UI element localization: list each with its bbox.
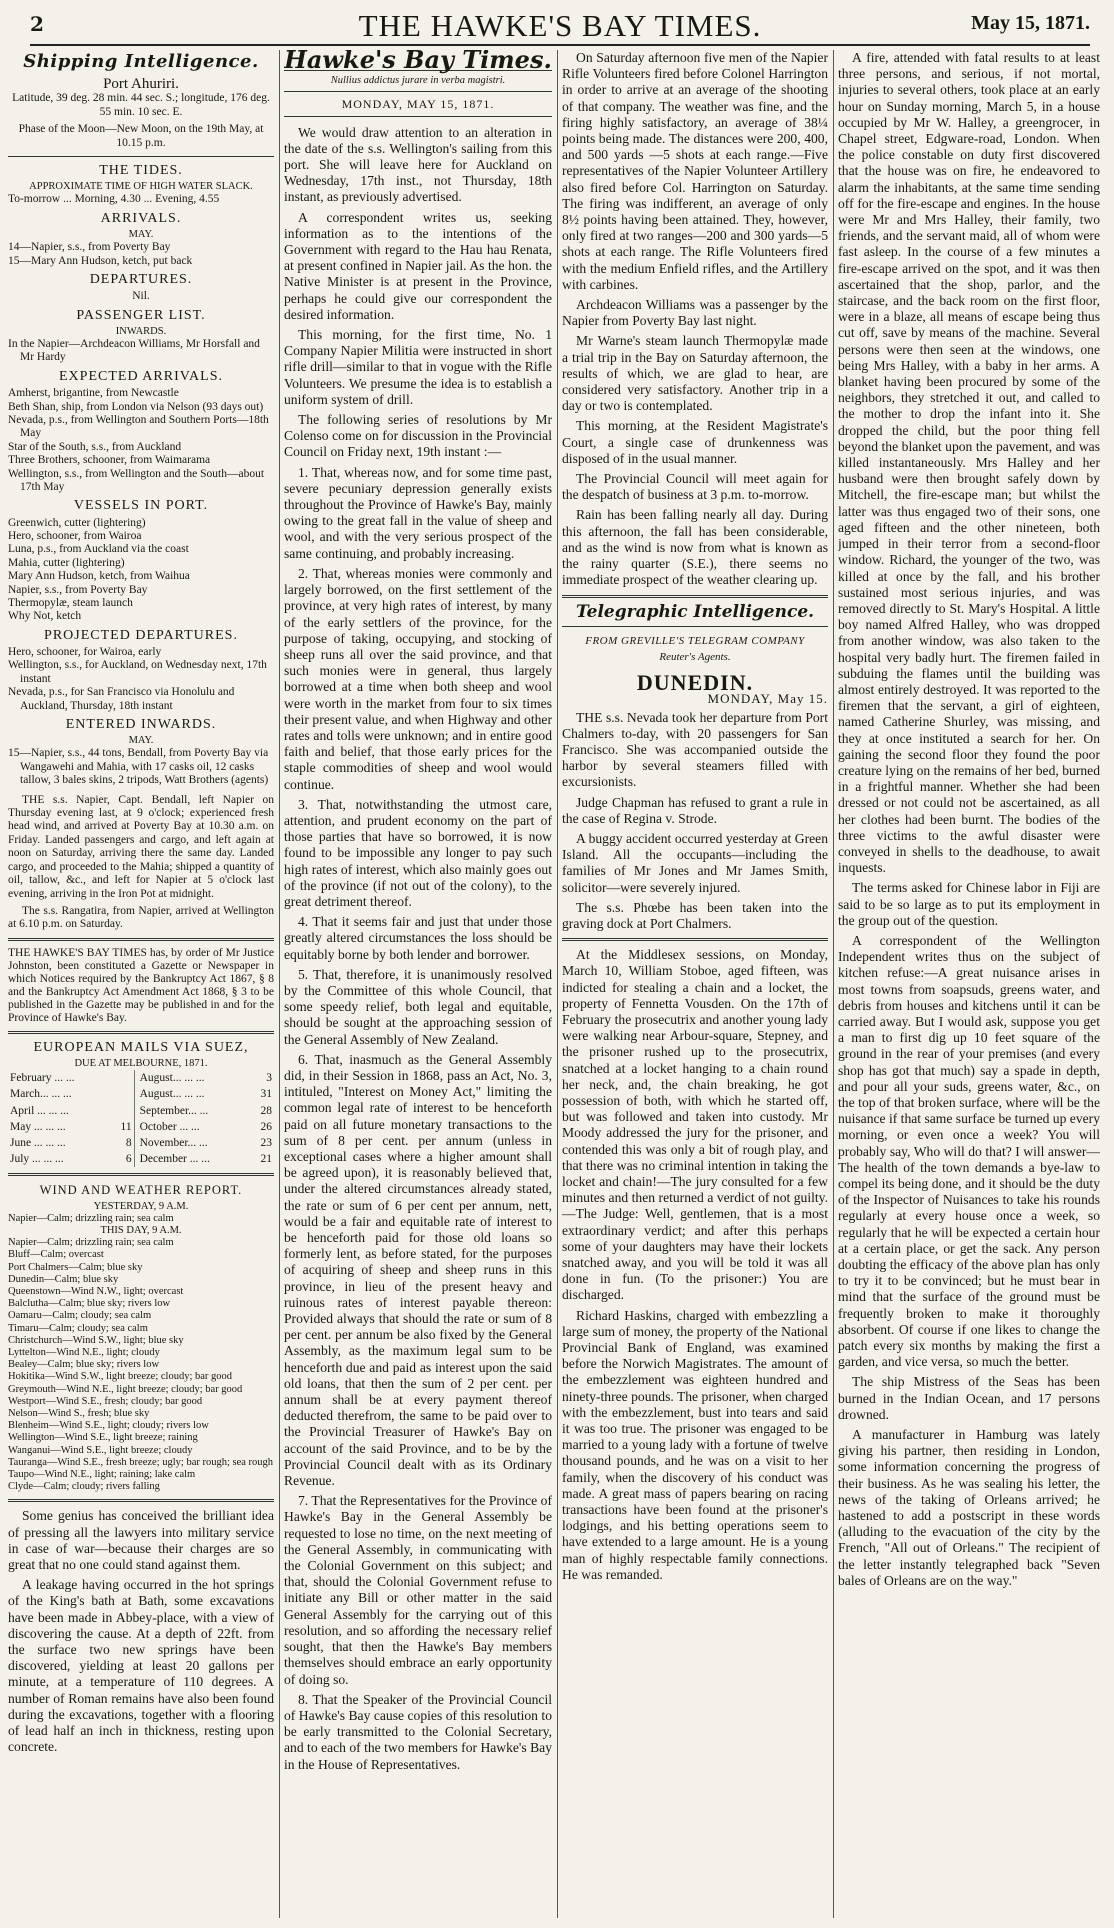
vessel-item: Luna, p.s., from Auckland via the coast xyxy=(8,543,189,556)
article-para: Richard Haskins, charged with embezzling a large sum of money, the property of the National Provincial Bank of England, was examined before the Norwich Magistrates. The amount of the embezzlement was eighteen hundred and ninety-three pounds. The prisoner, when charged with the embezzlement, bust into tears and said it was too true. The prisoner was engaged to be married to a young lady with a fortune of twelve thousand pounds, and he was on a visit to her family, when the discovery of his conduct was made. A great mass of papers bearing on racing transactions have been found at the prisoner's lodgings, and his betting operations seem to have extended to a large amount. He is a young man of highly respectable family connections. He was remanded. xyxy=(562,1307,828,1582)
masthead xyxy=(30,6,1090,42)
tides-heading: THE TIDES. xyxy=(99,163,183,179)
telegraph-heading: Telegraphic Intelligence. xyxy=(575,601,815,622)
shipping-heading: Shipping Intelligence. xyxy=(23,51,259,72)
weather-today: THIS DAY, 9 A.M. xyxy=(100,1224,182,1236)
page-number: 2 xyxy=(30,12,44,36)
telegraph-para: THE s.s. Nevada took her departure from Port Chalmers to-day, with 20 passengers for San Francisco. She was accompanied outside the harbor by several steamers filled with excursionists. xyxy=(562,709,828,790)
departures-nil: Nil. xyxy=(132,290,150,303)
weather-item: Dunedin—Calm; blue sky xyxy=(8,1273,119,1285)
article-para: A fire, attended with fatal results to at least three persons, and serious, if not mortal, injuries to several others, took place at an early hour on Sunday morning, March 5, in a house occupied by Mr W. Halley, a greengrocer, in Chapel street, Edgware-road, London. When the police constable on duty first discovered that the house was on fire, he endeavored to alarm the inhabitants, at the same time sending off for the fire-escape and engines. In the house were Mr and Mrs Halley, their family, two friends, and the servant maid, all of whom were fast asleep. In the course of a few minutes a fire-escape arrived on the spot, and it was then ascertained that the shop, parlor, and the staircase, and the back room on the first floor, were in a blaze, all means of escape being thus cut off, save by means of the machine. Several persons were then seen at the windows, one being Mrs Halley, with a baby in her arms. A blanket having been procured by some of the neighbors, they stretched it out, and called to the mother to drop the infant into it. She dropped the child, but the poor thing fell beyond the blanket upon the pavement, and was killed instantaneously. Mrs Halley and her husband were then brought safely down by Mitchell, the fire-escape man; but whilst the latter was thus engaged two of their sons, one aged fifteen and the other nineteen, both jumped in their terror from a second-floor window. Richard, the younger of the two, was killed at once by the fall, and his brother sustained most serious injuries, and was removed directly to St. Mary's Hospital. A little boy named Alfred Halley, who was dropped from another window, was also taken to the hospital very badly hurt. The firemen failed in subduing the flames until the building was almost entirely destroyed. It was reported to the firemen that the servant, a girl of eighteen, named Catherine Shurley, was missing, and they at once instituted a search for her. On gaining the second floor they found the poor creature lying on the remains of her bed, burned in a frightful manner. Whether she had been dressed or not could not be ascertained, as all her clothes had been burnt. The bodies of the three victims to the awful disaster were conveyed in shells to the deadhouse, to await inquests. xyxy=(838,50,1100,876)
telegraph-para: A buggy accident occurred yesterday at Green Island. All the occupants—including the families of Mr Jones and Mr James Smith, solicitor—were severely injured. xyxy=(562,830,828,895)
weather-item: Christchurch—Wind S.W., light; blue sky xyxy=(8,1334,184,1346)
article-para: A leakage having occurred in the hot springs of the King's bath at Bath, some excavations have been made in Abbey-place, with a view of discovering the cause. At a depth of 22ft. from the surface two new springs have been discovered, yielding at least 20 gallons per minute, at a temperature of 110 degrees. A number of Roman remains have also been found during the excavations, together with a flooring of lead half an inch in thickness, resting upon concrete. xyxy=(8,1577,274,1755)
weather-item: Nelson—Wind S., fresh; blue sky xyxy=(8,1408,150,1419)
resolution-para: 6. That, inasmuch as the General Assembly did, in their Session in 1868, pass an Act, No. 3, intituled, "Interest on Money Act," limiting the common legal rate of interest to be henceforth paid on all future monetary transactions to the sum of 8 per cent. per annum (unless in exceptional cases where a higher amount shall be agreed upon), it is reasonably believed that, under the altered circumstances already stated, the rate or sum of 6 per cent per annum, nett, would be a fair and equitable rate of interest to be henceforth paid for those old loans so formerly lent, as before stated, for the purposes of acquiring of sheep and sheep runs in this province, in lieu of the present heavy and ruinous rates of interest payable thereon: Provided always that should the rate or sum of 8 per cent. per annum be also fixed by the General Assembly, as the maximum legal sum to be henceforth due and paid as interest upon the said old loans, that then the sum of 2 per cent. per annum shall be at every payment thereof deducted therefrom, the same to be paid over to the Provincial Treasurer of Hawke's Bay on account of the said Province, and to be by the Provincial Council dealt with as its Ordinary Revenue. xyxy=(284,1051,552,1489)
table-row: June ... ... ... 8 November... ... 23 xyxy=(8,1135,274,1151)
weather-item: Westport—Wind S.E., fresh; cloudy; bar good xyxy=(8,1395,203,1407)
weather-item: Napier—Calm; drizzling rain; sea calm xyxy=(8,1237,174,1249)
projected-item: Nevada, p.s., for San Francisco via Honolulu and Auckland, Thursday, 18th instant xyxy=(8,686,235,712)
column-divider xyxy=(557,50,558,1918)
projected-heading: PROJECTED DEPARTURES. xyxy=(44,627,238,643)
telegraph-source: FROM GREVILLE'S TELEGRAM COMPANY xyxy=(585,634,805,647)
telegraph-date: MONDAY, May 15. xyxy=(707,691,828,707)
weather-item: Napier—Calm; drizzling rain; sea calm xyxy=(8,1212,174,1224)
weather-item: Hokitika—Wind S.W., light breeze; cloudy; bar good xyxy=(8,1371,233,1383)
column-1 xyxy=(8,50,274,1918)
gazette-notice: THE HAWKE'S BAY TIMES has, by order of Mr Justice Johnston, been constituted a Gazette or Newspaper in which Notices required by the Bankruptcy Act 1867, § 8 and the Bankruptcy Act Amendment Act 1868, § 3 to be published in the Gazette may be published in and for the Province of Hawke's Bay. xyxy=(8,946,274,1024)
leader-para: A correspondent writes us, seeking information as to the intentions of the Government with regard to the Hau hau Renata, at present confined in Napier jail. As the hon. the Native Minister is at present in the Province, perhaps he could give our correspondent the desired information. xyxy=(284,209,552,322)
resolution-para: 2. That, whereas monies were commonly and largely borrowed, on the first settlement of the province, at very high rates of interest, by many of the early settlers of the province, for the purpose of taking, occupying, and stocking of sheep runs all over the said province, and that such monies were in general, thus largely borrowed at a time when both sheep and wool were worth in the market from four to six times their present value, and when Highway and other rates and tolls were unknown; and in entire good faith and belief, that those early prices for the staple commodities of sheep and wool would continue. xyxy=(284,565,552,792)
article-para: A correspondent of the Wellington Independent writes thus on the subject of kitchen refuse:—A great nuisance arises in most towns from soapsuds, greens water, and debris from houses and kitchens until it can be carried away. But I would ask, suppose you get a man to first dig up 10 feet square of the ground in the rear of your premises (and every shop has got that much) say a spade in depth, and pour all your suds, greens water, &c., on the top of that broken surface, where will be the nuisance if that same surface be turned up every morning, or even once a week? You will probably say, Who will do that? I will answer—The health of the town demands a bye-law to compel its being done, and it should be the duty of the Inspector of Nuisances to take his rounds regularly at every house once a week, so regularly that he will be expected a certain hour at a certain place, or get the sack. Any person doubting the efficacy of the above plan has only to try it to be convinced; but he must bear in mind that the surface of the ground must be frequently broken to make it thoroughly absorbent. Of course if one likes to change the patch every six months by making the first a garden, and vice versa, so much the better. xyxy=(838,932,1100,1370)
column-divider xyxy=(279,50,280,1918)
moon-phase: Phase of the Moon—New Moon, on the 19th May, at 10.15 p.m. xyxy=(18,123,264,149)
entered-text: 15—Napier, s.s., 44 tons, Bendall, from Poverty Bay via Wangawehi and Mahia, with 17 casks oil, 12 casks tallow, 3 bales skins, 2 tripods, Watt Brothers (agents) xyxy=(8,747,269,787)
resolution-para: 7. That the Representatives for the Province of Hawke's Bay in the General Assembly be requested to lose no time, on the next meeting of the General Assembly, in communicating with the Colonial Government on this subject; and that, should the Colonial Government refuse to initiate any Bill or other matter in the said General Assembly for the carrying out of this resolution, and so affording the necessary relief sought, that then the Hawke's Bay members themselves should embrace an early opportunity of doing so. xyxy=(284,1493,552,1687)
column-2 xyxy=(284,50,552,1918)
resolution-para: 1. That, whereas now, and for some time past, severe pecuniary depression generally exists throughout the Province of Hawke's Bay, mainly owing to the great fall in the value of sheep and wool, and with the very serious prospect of the same continuing, and probably increasing. xyxy=(284,464,552,561)
table-row: March... ... ... August... ... ... 31 xyxy=(8,1086,274,1102)
weather-item: Port Chalmers—Calm; blue sky xyxy=(8,1261,143,1273)
mails-table xyxy=(8,1070,274,1167)
arrivals-month: MAY. xyxy=(128,229,154,241)
leader-para: This morning, for the first time, No. 1 Company Napier Militia were instructed in short rifle drill—similar to that in vogue with the Rifle Volunteers. We presume the idea is to establish a uniform system of drill. xyxy=(284,327,552,407)
local-para: Mr Warne's steam launch Thermopylæ made a trial trip in the Bay on Saturday afternoon, the results of which, we are glad to hear, are considered very satisfactory. Another trip in a day or two is contemplated. xyxy=(562,333,828,414)
passenger-text: In the Napier—Archdeacon Williams, Mr Horsfall and Mr Hardy xyxy=(8,338,260,364)
weather-item: Greymouth—Wind N.E., light breeze; cloudy; bar good xyxy=(8,1383,243,1395)
weather-item: Wanganui—Wind S.E., light breeze; cloudy xyxy=(8,1444,193,1456)
leader-dateline: MONDAY, MAY 15, 1871. xyxy=(284,96,552,116)
weather-item: Queenstown—Wind N.W., light; overcast xyxy=(8,1285,184,1297)
weather-item: Taupo—Wind N.E., light; raining; lake calm xyxy=(8,1469,196,1481)
column-divider xyxy=(833,50,834,1918)
weather-yesterday: YESTERDAY, 9 A.M. xyxy=(93,1200,189,1212)
vessel-item: Napier, s.s., from Poverty Bay xyxy=(8,583,148,596)
weather-item: Lyttelton—Wind N.E., light; cloudy xyxy=(8,1346,160,1358)
expected-item: Star of the South, s.s., from Auckland xyxy=(8,440,182,453)
issue-date: May 15, 1871. xyxy=(971,12,1090,34)
weather-item: Oamaru—Calm; cloudy; sea calm xyxy=(8,1310,152,1322)
resolution-para: 8. That the Speaker of the Provincial Council of Hawke's Bay cause copies of this resolution to be early transmitted to the Colonial Secretary, and to each of the two members for Hawke's Bay in the House of Representatives. xyxy=(284,1691,552,1772)
resolution-para: 5. That, therefore, it is unanimously resolved by the Committee of this whole Council, that some speedy relief, both legal and equitable, should be sought at the approaching session of the General Assembly of New Zealand. xyxy=(284,966,552,1047)
departures-heading: DEPARTURES. xyxy=(89,272,193,288)
projected-item: Wellington, s.s., for Auckland, on Wednesday next, 17th instant xyxy=(8,659,267,685)
resolution-para: 3. That, notwithstanding the utmost care, attention, and prudent economy on the part of those parties that have so borrowed, it is now found to be impossible any longer to pay such high rates of interest, which also mainly goes out of the province (if not out of the colony), to the great detriment thereof. xyxy=(284,796,552,909)
expected-item: Nevada, p.s., from Wellington and Southern Ports—18th May xyxy=(8,413,269,440)
telegraph-para: Judge Chapman has refused to grant a rule in the case of Regina v. Strode. xyxy=(562,794,828,826)
port-name: Port Ahuriri. xyxy=(103,76,179,93)
leader-para: The following series of resolutions by Mr Colenso come on for discussion in the Provincial Council on Friday next, 19th instant :— xyxy=(284,412,552,460)
local-para: Rain has been falling nearly all day. During this afternoon, the fall has been considerable, and as the wind is now from what is known as the rainy quarter (S.E.), there seems no immediate prospect of the weather clearing up. xyxy=(562,507,828,588)
arrival-item: 15—Mary Ann Hudson, ketch, put back xyxy=(8,254,193,267)
passenger-heading: PASSENGER LIST. xyxy=(76,307,206,323)
expected-heading: EXPECTED ARRIVALS. xyxy=(59,368,223,384)
entered-month: MAY. xyxy=(128,735,154,747)
telegraph-place: DUNEDIN. xyxy=(636,670,754,696)
table-row: July ... ... ... 6 December ... ... 21 xyxy=(8,1151,274,1167)
table-row: May ... ... ... 11 October ... ... 26 xyxy=(8,1119,274,1135)
arrivals-heading: ARRIVALS. xyxy=(100,210,182,226)
article-para: The terms asked for Chinese labor in Fiji are said to be so large as to put its employment in the group out of the question. xyxy=(838,880,1100,928)
telegraph-para: The s.s. Phœbe has been taken into the graving dock at Port Chalmers. xyxy=(562,899,828,931)
vessel-item: Why Not, ketch xyxy=(8,610,82,623)
weather-item: Wellington—Wind S.E., light breeze; raining xyxy=(8,1432,198,1444)
weather-item: Timaru—Calm; cloudy; sea calm xyxy=(8,1322,148,1334)
local-para: Archdeacon Williams was a passenger by the Napier from Poverty Bay last night. xyxy=(562,297,828,329)
mails-sub: DUE AT MELBOURNE, 1871. xyxy=(74,1057,208,1069)
expected-item: Beth Shan, ship, from London via Nelson (93 days out) xyxy=(8,400,264,413)
article-para: At the Middlesex sessions, on Monday, March 10, William Stoboe, aged fifteen, was indicted for stealing a chain and a locket, the property of Fennetta Vousden. On the 17th of February the prosecutrix and another young lady were walking near Arbour-square, Stepney, and the prisoner rushed up to the prosecutrix, snatched at a locket hanging to a chain round her neck, and, the chain breaking, he got possession of both, with which he started off, but was followed and taken into custody. Mr Moody addressed the jury for the prisoner, and contended this was only a bit of rough play, and that there was no criminal intention in taking the locket and chain!—The jury consulted for a few minutes and then returned a verdict of not guilty.—The Judge: Well, gentlemen, that is a most extraordinary verdict; and after this perhaps some of your daughters may have their lockets snatched away, and you will be told it was all done in fun. (To the prisoner:) You are discharged. xyxy=(562,947,828,1303)
weather-item: Bealey—Calm; blue sky; rivers low xyxy=(8,1359,160,1371)
vessel-item: Hero, schooner, from Wairoa xyxy=(8,529,142,542)
tides-sub: APPROXIMATE TIME OF HIGH WATER SLACK. xyxy=(29,181,253,193)
vessels-heading: VESSELS IN PORT. xyxy=(73,498,209,514)
resolution-para: 4. That it seems fair and just that under those greatly altered circumstances the loss should be equitably borne by both lender and borrower. xyxy=(284,914,552,962)
column-3 xyxy=(562,50,828,1918)
weather-item: Balclutha—Calm; blue sky; rivers low xyxy=(8,1298,171,1310)
weather-item: Tauranga—Wind S.E., fresh breeze; ugly; bar rough; sea rough xyxy=(8,1456,274,1468)
telegraph-agents: Reuter's Agents. xyxy=(659,650,731,663)
local-para: On Saturday afternoon five men of the Napier Rifle Volunteers fired before Colonel Harrington in order to arrive at an average of the shooting of that company. The weather was fine, and the firing highly satisfactory, an average of 38¼ points being made. The distances were 200, 400, and 500 yards —5 shots at each range.—Five representatives of the Napier Volunteer Artillery also fired before Col. Harrington on Saturday. The firing was indifferent, an average of only 8½ points having been attained. They, however, only fired at two ranges—200 and 300 yards—5 shots at each range. The Rifle Volunteers fired with the medium Enfield rifles, and the Artillery with carbines. xyxy=(562,50,828,292)
entered-heading: ENTERED INWARDS. xyxy=(65,717,217,733)
vessel-item: Mahia, cutter (lightering) xyxy=(8,556,125,569)
newspaper-title: THE HAWKE'S BAY TIMES. xyxy=(358,8,762,43)
tides-line: To-morrow ... Morning, 4.30 ... Evening, 4.55 xyxy=(8,193,220,206)
masthead-rule xyxy=(30,44,1090,46)
leader-title: Hawke's Bay Times. xyxy=(284,50,552,74)
table-row: April ... ... ... September... ... 28 xyxy=(8,1103,274,1119)
projected-item: Hero, schooner, for Wairoa, early xyxy=(8,646,162,658)
article-para: Some genius has conceived the brilliant idea of pressing all the lawyers into military service in case of war—because their charges are so great that no one could stand against them. xyxy=(8,1508,274,1573)
passenger-sub: INWARDS. xyxy=(115,325,167,337)
leader-motto: Nullius addictus jurare in verba magistri. xyxy=(284,70,552,92)
weather-item: Bluff—Calm; overcast xyxy=(8,1249,104,1261)
leader-para: We would draw attention to an alteration in the date of the s.s. Wellington's sailing from this port. She will leave here for Auckland on Wednesday, 17th inst., not Thursday, 18th instant, as previously advertised. xyxy=(284,124,552,205)
weather-heading: WIND AND WEATHER REPORT. xyxy=(39,1183,243,1198)
shipping-para: The s.s. Rangatira, from Napier, arrived at Wellington at 6.10 p.m. on Saturday. xyxy=(8,904,274,931)
vessel-item: Thermopylæ, steam launch xyxy=(8,596,133,609)
port-position: Latitude, 39 deg. 28 min. 44 sec. S.; longitude, 176 deg. 55 min. 10 sec. E. xyxy=(12,92,270,118)
expected-item: Amherst, brigantine, from Newcastle xyxy=(8,387,179,400)
expected-item: Three Brothers, schooner, from Waimarama xyxy=(8,454,211,467)
article-para: The ship Mistress of the Seas has been burned in the Indian Ocean, and 17 persons drowned. xyxy=(838,1374,1100,1422)
local-para: The Provincial Council will meet again for the despatch of business at 3 p.m. to-morrow. xyxy=(562,471,828,503)
mails-heading: EUROPEAN MAILS VIA SUEZ, xyxy=(33,1039,249,1055)
arrival-item: 14—Napier, s.s., from Poverty Bay xyxy=(8,241,171,254)
column-4 xyxy=(838,50,1100,1918)
shipping-para: THE s.s. Napier, Capt. Bendall, left Napier on Thursday evening last, at 9 o'clock; experienced fresh head wind, and arrived at Poverty Bay at 10.30 a.m. on Friday. Landed passengers and cargo, and left again at noon on Saturday, arriving there the same day. Landed cargo, and proceeded to the Mahia; shipped a quantity of oil, tallow, &c., and left for Napier at 5 o'clock last evening, arriving in the Iron Pot at midnight. xyxy=(8,793,274,900)
vessel-item: Greenwich, cutter (lightering) xyxy=(8,516,146,529)
weather-item: Clyde—Calm; cloudy; rivers falling xyxy=(8,1481,160,1493)
weather-item: Blenheim—Wind S.E., light; cloudy; rivers low xyxy=(8,1420,209,1432)
local-para: This morning, at the Resident Magistrate's Court, a single case of drunkenness was disposed of in the usual manner. xyxy=(562,418,828,466)
expected-item: Wellington, s.s., from Wellington and the South—about 17th May xyxy=(8,467,265,493)
article-para: A manufacturer in Hamburg was lately giving his partner, then residing in London, some information concerning the progress of their business. As he was sealing his letter, the news of the taking of Orleans arrived; he hastened to add a postscript in these words (alluding to the evacuation of the city by the French, "All out of Orleans." The recipient of the letter instantly telegraphed back "Seven bales of Orleans are on the way." xyxy=(838,1427,1100,1588)
table-row: February ... ... August... ... ... 3 xyxy=(8,1070,274,1086)
vessel-item: Mary Ann Hudson, ketch, from Waihua xyxy=(8,570,190,583)
